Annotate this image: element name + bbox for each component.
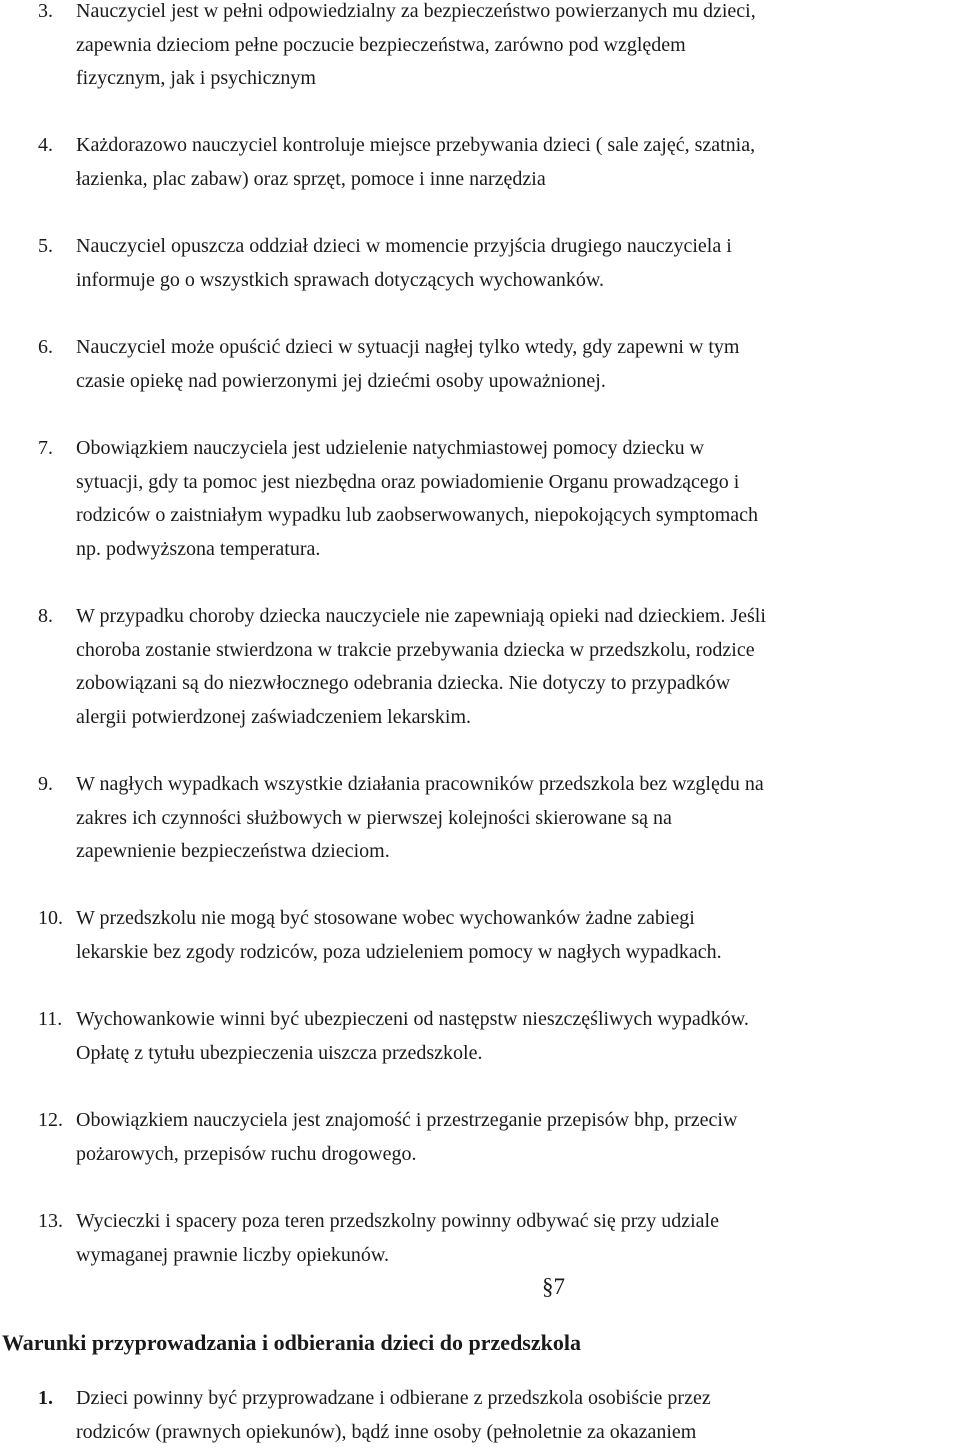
- list-item-10: [38, 902, 958, 969]
- list-item-text-line: Nauczyciel opuszcza oddział dzieci w momencie przyjścia drugiego nauczyciela i: [76, 235, 732, 257]
- list-item-7: [38, 432, 958, 566]
- list-item-5: [38, 230, 958, 297]
- list-item-text-line: Wychowankowie winni być ubezpieczeni od następstw nieszczęśliwych wypadków.: [76, 1008, 749, 1030]
- list-item-12: [38, 1104, 958, 1171]
- list-item-text-line: zapewnia dzieciom pełne poczucie bezpieczeństwa, zarówno pod względem: [76, 33, 686, 56]
- list-item-text-line: lekarskie bez zgody rodziców, poza udzieleniem pomocy w nagłych wypadkach.: [76, 940, 722, 963]
- list-item-text-line: Nauczyciel jest w pełni odpowiedzialny za bezpieczeństwo powierzanych mu dzieci,: [76, 0, 756, 22]
- list-number: 13.: [38, 1210, 63, 1232]
- list-item-text-line: zapewnienie bezpieczeństwa dzieciom.: [76, 840, 390, 862]
- list-item-text-line: sytuacji, gdy ta pomoc jest niezbędna oraz powiadomienie Organu prowadzącego i: [76, 470, 740, 493]
- list-item-text-line: czasie opiekę nad powierzonymi jej dziećmi osoby upoważnionej.: [76, 369, 606, 392]
- list-number: 3.: [38, 0, 53, 22]
- list-item-9: [38, 768, 958, 869]
- list-item-text-line: zobowiązani są do niezwłocznego odebrania dziecka. Nie dotyczy to przypadków: [76, 672, 731, 694]
- list-item-13: [38, 1205, 958, 1272]
- list-item-text-line: pożarowych, przepisów ruchu drogowego.: [76, 1142, 417, 1165]
- list-item-3: [38, 0, 958, 96]
- section-heading: Warunki przyprowadzania i odbierania dzieci do przedszkola: [2, 1330, 581, 1355]
- list-item-text-line: informuje go o wszystkich sprawach dotyczących wychowanków.: [76, 268, 604, 291]
- list-item-text-line: W nagłych wypadkach wszystkie działania pracowników przedszkola bez względu na: [76, 773, 764, 795]
- list-item-text-line: zakres ich czynności służbowych w pierwszej kolejności skierowane są na: [76, 806, 672, 829]
- list-item-text-line: Opłatę z tytułu ubezpieczenia uiszcza przedszkole.: [76, 1041, 483, 1064]
- list-item-4: [38, 129, 958, 196]
- list-item-text-line: Obowiązkiem nauczyciela jest udzielenie natychmiastowej pomocy dziecku w: [76, 437, 705, 459]
- list-number: 12.: [38, 1109, 63, 1131]
- list-item-text-line: Każdorazowo nauczyciel kontroluje miejsce przebywania dzieci ( sale zajęć, szatnia,: [76, 134, 756, 156]
- list-number: 8.: [38, 605, 53, 627]
- list-number: 9.: [38, 773, 53, 795]
- list-item-text-line: fizycznym, jak i psychicznym: [76, 67, 316, 89]
- list-number: 4.: [38, 134, 53, 156]
- list-item-text-line: wymaganej prawnie liczby opiekunów.: [76, 1243, 390, 1266]
- section-number: §7: [542, 1274, 565, 1299]
- list-number: 11.: [38, 1008, 63, 1030]
- list-item-text-line: Dzieci powinny być przyprowadzane i odbierane z przedszkola osobiście przez: [76, 1387, 711, 1409]
- list-number: 7.: [38, 437, 53, 459]
- list-number: 5.: [38, 235, 53, 257]
- list-item-text-line: np. podwyższona temperatura.: [76, 537, 321, 560]
- list-item-text-line: łazienka, plac zabaw) oraz sprzęt, pomoce i inne narzędzia: [76, 167, 546, 190]
- list-number: 10.: [38, 907, 63, 929]
- list-number: 1.: [38, 1387, 53, 1409]
- list-item-text-line: Nauczyciel może opuścić dzieci w sytuacji nagłej tylko wtedy, gdy zapewni w tym: [76, 336, 740, 358]
- list-item-6: [38, 331, 958, 398]
- list-item-text-line: rodziców (prawnych opiekunów), bądź inne osoby (pełnoletnie za okazaniem: [76, 1420, 697, 1443]
- list-item-11: [38, 1003, 958, 1070]
- list-item-text-line: alergii potwierdzonej zaświadczeniem lekarskim.: [76, 705, 472, 728]
- list-item-text-line: choroba zostanie stwierdzona w trakcie przebywania dziecka w przedszkolu, rodzice: [76, 638, 755, 661]
- list-item-8: [38, 600, 958, 734]
- list-item-text-line: rodziców o zaistniałym wypadku lub zaobserwowanych, niepokojących symptomach: [76, 504, 759, 526]
- section-list-item-1: [38, 1382, 958, 1448]
- list-item-text-line: Obowiązkiem nauczyciela jest znajomość i przestrzeganie przepisów bhp, przeciw: [76, 1109, 738, 1131]
- list-number: 6.: [38, 336, 53, 358]
- list-item-text-line: W przedszkolu nie mogą być stosowane wobec wychowanków żadne zabiegi: [76, 907, 695, 929]
- list-item-text-line: W przypadku choroby dziecka nauczyciele nie zapewniają opieki nad dzieckiem. Jeśli: [76, 605, 766, 627]
- list-item-text-line: Wycieczki i spacery poza teren przedszkolny powinny odbywać się przy udziale: [76, 1210, 719, 1232]
